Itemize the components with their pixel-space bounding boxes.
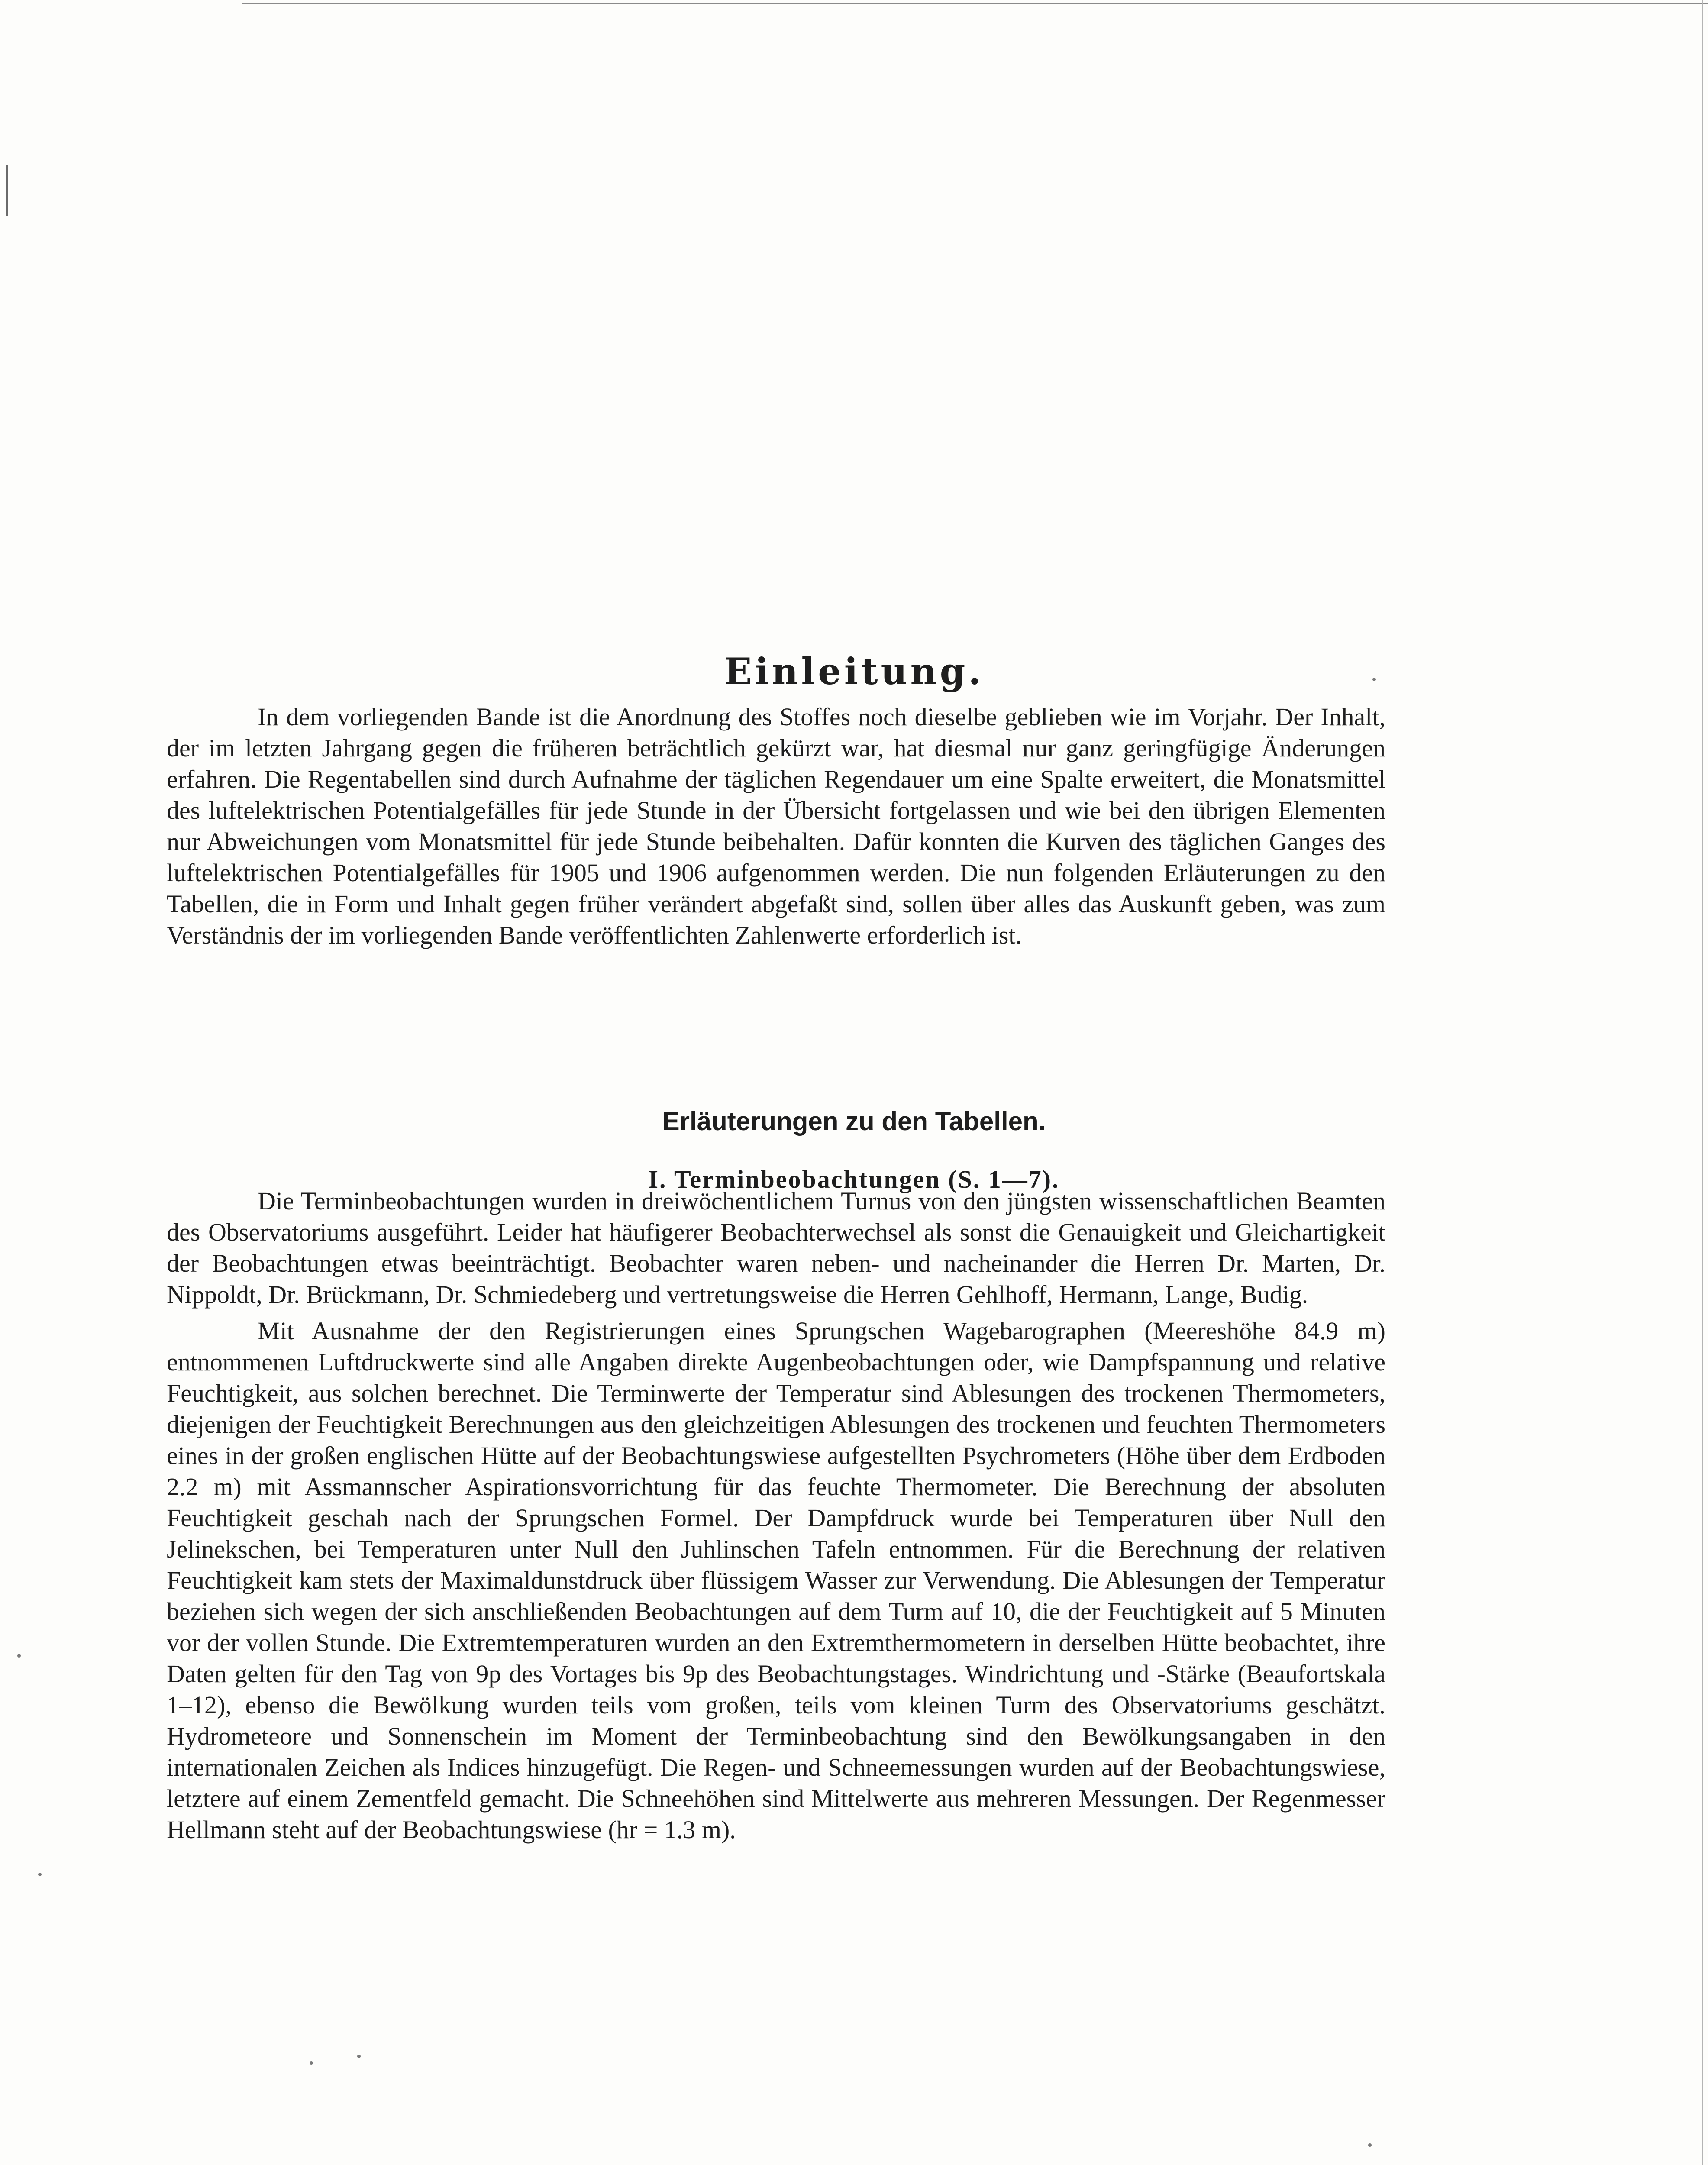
scan-edge-right [1702,0,1703,2165]
subsection-heading: I. Terminbeobachtungen (S. 1—7). [648,1165,1060,1193]
scan-speck [17,1654,21,1658]
scan-speck [38,1873,42,1876]
scan-edge-top [242,3,1708,4]
body-paragraph: Die Terminbeobachtungen wurden in dreiwöchentlichem Turnus von den jüngsten wissenschaftlichen Beamten des Observatoriums ausgeführt. Leider hat häufigerer Beobachterwechsel als sonst die Genauigkeit und Gleichartigkeit der Beobachtungen etwas beeinträchtigt. Beobachter waren neben- und nacheinander die Herren Dr. Marten, Dr. Nippoldt, Dr. Brückmann, Dr. Schmiedeberg und vertretungsweise die Herren Gehlhoff, Hermann, Lange, Budig. [167,1187,1385,1309]
section-heading: Erläuterungen zu den Tabellen. [662,1106,1046,1136]
scan-speck [1368,2143,1372,2147]
scan-speck [357,2055,361,2058]
intro-paragraph: In dem vorliegenden Bande ist die Anordnung des Stoffes noch dieselbe geblieben wie im Vorjahr. Der Inhalt, der im letzten Jahrgang gegen die früheren beträchtlich gekürzt war, hat diesmal nur ganz geringfügige Änderungen erfahren. Die Regentabellen sind durch Aufnahme der täglichen Regendauer um eine Spalte erweitert, die Monatsmittel des luftelektrischen Potentialgefälles für jede Stunde in der Übersicht fortgelassen und wie bei den übrigen Elementen nur Abweichungen vom Monatsmittel für jede Stunde beibehalten. Dafür konnten die Kurven des täglichen Ganges des luftelektrischen Potentialgefälles für 1905 und 1906 aufgenommen werden. Die nun folgenden Erläuterungen zu den Tabellen, die in Form und Inhalt gegen früher verändert abgefaßt sind, sollen über alles das Auskunft geben, was zum Verständnis der im vorliegenden Bande veröffentlichten Zahlenwerte erforderlich ist. [167,703,1385,949]
scan-speck [310,2061,313,2065]
body-paragraph: Mit Ausnahme der den Registrierungen eines Sprungschen Wagebarographen (Meereshöhe 84.9 m) entnommenen Luftdruckwerte sind alle Angaben direkte Augenbeobachtungen oder, wie Dampfspannung und relative Feuchtigkeit, aus solchen berechnet. Die Terminwerte der Temperatur sind Ablesungen des trockenen Thermometers, diejenigen der Feuchtigkeit Berechnungen aus den gleichzeitigen Ablesungen des trockenen und feuchten Thermometers eines in der großen englischen Hütte auf der Beobachtungswiese aufgestellten Psychrometers (Höhe über dem Erdboden 2.2 m) mit Assmannscher Aspirationsvorrichtung für das feuchte Thermometer. Die Berechnung der absoluten Feuchtigkeit geschah nach der Sprungschen Formel. Der Dampfdruck wurde bei Temperaturen über Null den Jelinekschen, bei Temperaturen unter Null den Juhlinschen Tafeln entnommen. Für die Berechnung der relativen Feuchtigkeit kam stets der Maximaldunstdruck über flüssigem Wasser zur Verwendung. Die Ablesungen der Temperatur beziehen sich wegen der sich anschließenden Beobachtungen auf dem Turm auf 10, die der Feuchtigkeit auf 5 Minuten vor der vollen Stunde. Die Extremtemperaturen wurden an den Extremthermometern in derselben Hütte beobachtet, ihre Daten gelten für den Tag von 9p des Vortages bis 9p des Beobachtungstages. Windrichtung und -Stärke (Beaufortskala 1–12), ebenso die Bewölkung wurden teils vom großen, teils vom kleinen Turm des Observatoriums geschätzt. Hydrometeore und Sonnenschein im Moment der Terminbeobachtung sind den Bewölkungsangaben in den internationalen Zeichen als Indices hinzugefügt. Die Regen- und Schneemessungen wurden auf der Beobachtungswiese, letztere auf einem Zementfeld gemacht. Die Schneehöhen sind Mittelwerte aus mehreren Messungen. Der Regenmesser Hellmann steht auf der Beobachtungswiese (hr = 1.3 m). [167,1317,1385,1844]
scan-mark-left [6,165,8,216]
page-title: Einleitung. [724,650,984,693]
body-section [167,1186,1385,1845]
intro-section [167,701,1385,951]
